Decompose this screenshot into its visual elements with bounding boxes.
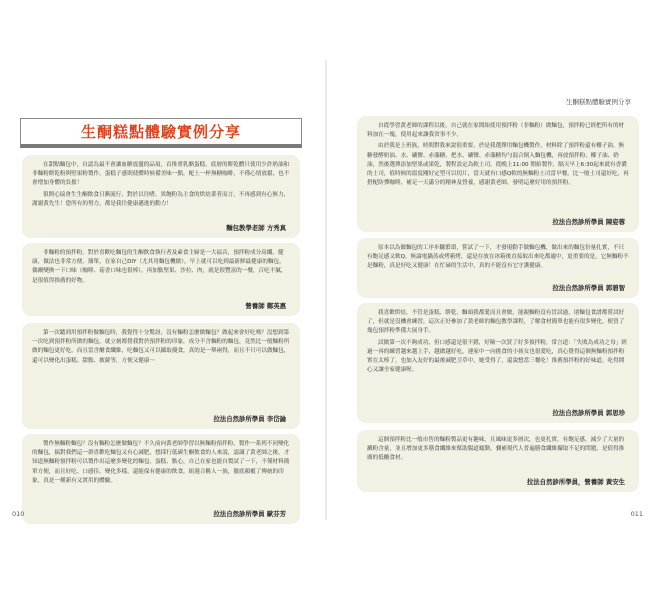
testimonial-signature: 拉法自然診所學員 歐芬芳 <box>213 510 286 518</box>
testimonial-paragraph: 試做第一次不夠成功，但口感還是很不錯，好險一次買了好多預拌粉，常言道：「失敗為成功之母」經過一再的練習越來越上手，越做越好吃，連家中一向挑食的小孩女也很愛吃，真心覺得這個無麵粉預拌粉實在太棒了，也加入友好的最後減肥卫草中，她受得了，還說想當三餐吃！推薦預拌粉的好味道，吃得開心又讓全家健康喔。 <box>367 339 627 374</box>
page-number: 011 <box>630 510 643 518</box>
testimonial-card <box>357 303 639 423</box>
page-title: 生酮糕點體驗實例分享 <box>80 123 241 141</box>
testimonial-paragraph: 由於我是上班族，時間對我來說很重要，於是我選擇用麵包機製作，材料除了預拌粉還有椰子油，無糖發酵奶油、水、礦鹽、赤藻糖、把水、礦鹽、赤藻糖均勻混合倒入麵包機，再放預拌粉、椰子油、奶油，然後選擇添加堅果或果乾，製程設定為軟土司，從晚上11:00 開始製作，隔天早上6:30起來就有香濃的土司，值時候的溫度剛好定型可以切片，當天就有口感Q軟的無麵粉土司當早餐，比一般土司還好吃，再搭配防彈咖啡，補足一天滿分的精神及營養，感謝黃老師，發明這麼好用的預拌粉。 <box>367 143 629 187</box>
right-page <box>327 0 655 609</box>
testimonial-paragraph: 我喜歡烘焙，不管是蛋糕、餅乾、麵頭我都愛而且會做，能親麵粉沒有冒試過，诸麵包食譜都嘗試好了，但就是沒機會練習，這次正好參加了黃老師的麵包教學課程，了解食材簡單也能有很多變化，便買了幾包預拌粉準備大展身手。 <box>367 310 625 335</box>
testimonial-signature: 營養師 鄭英惠 <box>245 302 286 310</box>
testimonial-paragraph: 這個預拌粉比一般市售的麵粉製品更有趣味，且風味更多層次，也更扎實，有飽足感，減少了大量的澱粉含量，並且增加更多膳食纖維來幫助腸道蠕動，彌補現代人普遍膳食纖維攝取不足的問題，是值得推廣的低醣食材。 <box>367 437 625 462</box>
testimonial-card <box>357 238 639 298</box>
testimonial-signature: 拉法自然診所學員 陳姿蓉 <box>552 218 625 226</box>
testimonial-card <box>22 155 300 238</box>
testimonial-signature: 麵包教學老師 方秀真 <box>226 224 286 232</box>
page-title-box <box>20 118 302 148</box>
testimonial-paragraph: 製作無麵粉麵包？沒有麵粉怎麼做麵包？不久前向黃老師學習以無麵粉預拌粉，製作一系列不同變化的麵包，搞對我們這一群喜歡吃麵包又有心減肥，想採行低碳生酮飲食的人來說，認識了黃老師之後，才知道無麵粉預拌粉可以製作出這麼多變化的麵包、蛋糕、點心，自己在家也能自製試了一下，不僅材料簡單方便，而且好吃、口感佳、變化多樣，還能保有健康的飲食，組週合稱人一族，徹底顛覆了傳統的印象，真是一種新有又實用的體驗。 <box>32 441 290 484</box>
testimonial-paragraph: 自從學習黃老師的課程以後，自己就在家開始使用預拌粉（非麵粉）做麵包，預拌粉已經把所有的材料加在一塊，使用起來讓我省事不少。 <box>367 123 625 139</box>
testimonial-card <box>357 430 639 492</box>
testimonial-card <box>22 434 300 524</box>
testimonial-signature: 拉法自然診所學員，營養師 黃安生 <box>526 478 625 486</box>
page-number: 010 <box>12 510 25 518</box>
testimonial-paragraph: 非麵粉的預拌粉，對於喜歡吃麵包的生酮飲食執行者及素食主婦是一大福音，預拌粉成分高纖、健康，做法也非常方便、簡單，在家自己DIY（尤其用麵包機做），早上就可以吃到最新鮮最健康的麵包，偶爾變換一下口味（咖啡、菇香口味也很棒），再加點堅果、沙拉、肉，就是很豐富的一餐，百吃不膩，是很值得推薦的好物。 <box>32 250 287 284</box>
testimonial-card <box>22 323 300 429</box>
running-header: 生酮糕點體驗實例分享 <box>566 98 631 106</box>
testimonial-card <box>357 116 639 232</box>
testimonial-signature: 拉法自然診所學員 郭思珍 <box>552 409 625 417</box>
testimonial-card <box>22 243 300 316</box>
testimonial-signature: 拉法自然診所學員 李岱論 <box>213 415 286 423</box>
testimonial-signature: 拉法自然診所學員 郭碧智 <box>552 284 625 292</box>
testimonial-paragraph: 第一次聽到用預拌粉做麵包時，我覺得十分驚訝，沒有麵粉怎麼做麵包？做起來會好吃嗎？沒想到第一次吃到預拌粉所做的麵包，就立刻都覺我對於預拌粉的印象，成分不含麵粉的麵包，竟然比一般麵粉所做的麵包更好吃，而且當含醣食纖維，吃麵包又可以攝取優食，真的是一舉兩得，而且不只可以做麵包，還可以變化出蛋糕、甜點、披薩等，方便又健康～ <box>32 330 290 364</box>
left-page <box>0 0 327 609</box>
testimonial-paragraph: 在甜點麵包中，自認為最不會讓血糖震盪的品項，首推重乳酪蛋糕。底層的餅乾體只使用少許奶油和非麵粉餅乾粉與堅果粉製作，蛋糕子感則使體時候備美味一點，配上一杯無糖咖啡，不僅心情放鬆，也不會增加身體的負擔！ <box>32 162 290 187</box>
testimonial-paragraph: 很開心協會生生酮飲食日漸流行，對於以往嗜、異飽粉為主食的烘焙業者而言，不再感到有心無力，謝謝黃先生！您所有的努力，都是我往健康邁進的動力！ <box>32 191 290 207</box>
testimonial-paragraph: 原本以為做麵包的工序步驟繁瑣，嘗試了一下，才發現動手做麵包機，做出來的麵包份量扎實，不只有飽足感又軟Q，無論電鍋蒸或烤箱烤，還是存放在冰箱後直接取出來吃都適中，更重要的是，它無麵粉不是麵粉，真是好吃又健康！在忙碌的生活中，真的不能沒有它守護健康。 <box>367 245 629 270</box>
